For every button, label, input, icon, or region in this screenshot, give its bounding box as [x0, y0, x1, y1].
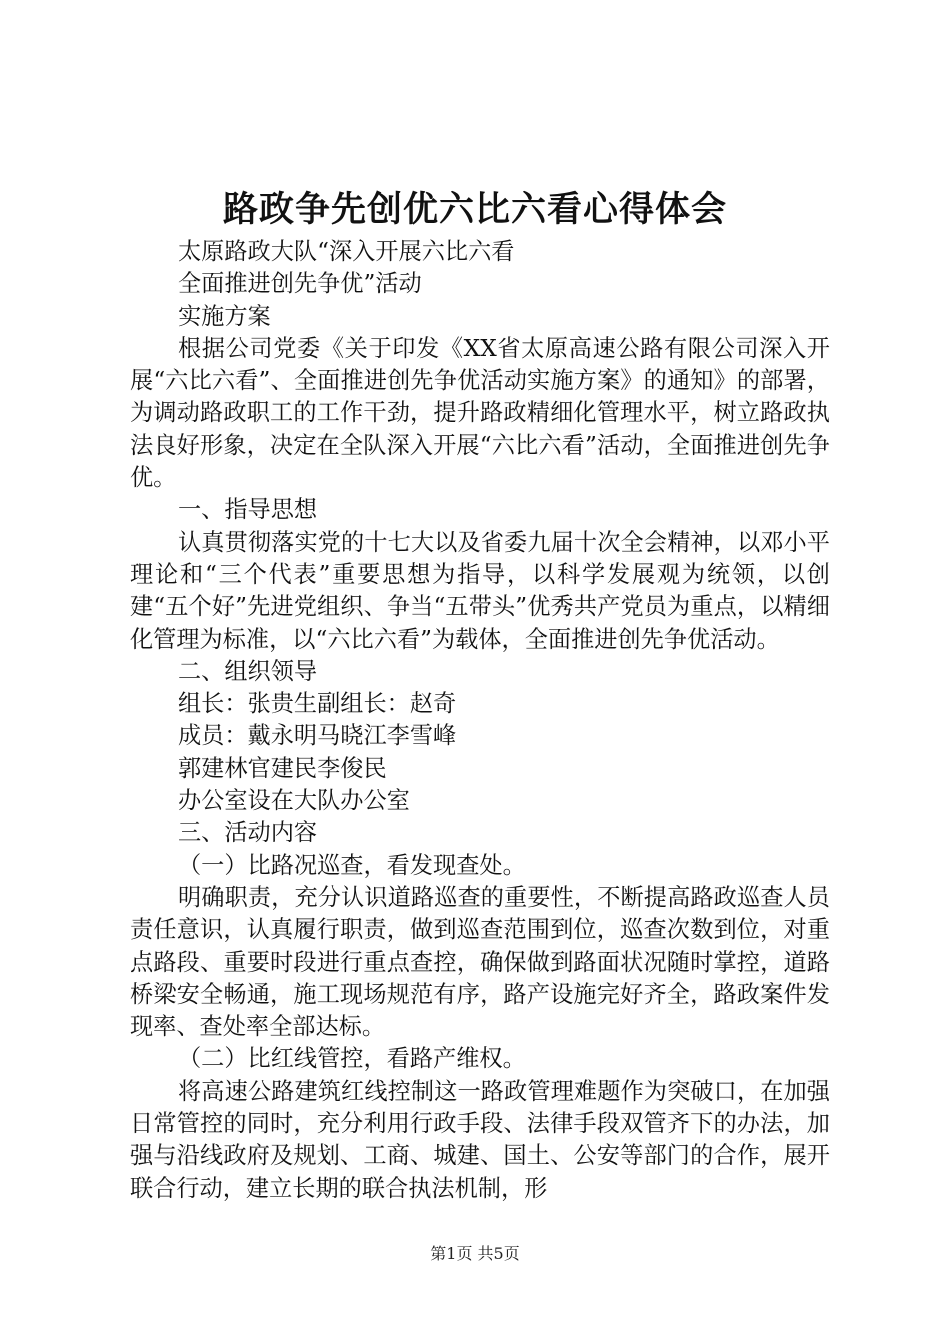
- office-line: 办公室设在大队办公室: [178, 787, 410, 815]
- paragraph-patrol: 明确职责，充分认识道路巡查的重要性，不断提高路政巡查人员责任意识，认真履行职责，做到巡查范围到位，巡查次数到位，对重点路段、重要时段进行重点查控，确保做到路面状况随时掌控，道路桥梁安全畅通，施工现场规范有序，路产设施完好齐全，路政案件发现率、查处率全部达标。: [130, 883, 830, 1041]
- member-line: 郭建林官建民李俊民: [178, 754, 387, 782]
- paragraph-guiding-thought: 认真贯彻落实党的十七大以及省委九届十次全会精神，以邓小平理论和“三个代表”重要思想为指导，以科学发展观为统领，以创建“五个好”先进党组织、争当“五带头”优秀共产党员为重点，以精细化管理为标准，以“六比六看”为载体，全面推进创先争优活动。: [130, 528, 830, 653]
- subsection-heading: （二）比红线管控，看路产维权。: [178, 1045, 526, 1073]
- subtitle-line: 全面推进创先争优”活动: [178, 270, 422, 298]
- leader-line: 组长：张贵生副组长：赵奇: [178, 690, 457, 718]
- section-heading: 一、指导思想: [178, 496, 318, 524]
- section-heading: 三、活动内容: [178, 819, 318, 847]
- subtitle-line: 实施方案: [178, 302, 271, 330]
- member-line: 成员：戴永明马晓江李雪峰: [178, 722, 457, 750]
- page-footer: 第1页 共5页: [430, 1244, 520, 1263]
- document-title: 路政争先创优六比六看心得体会: [222, 189, 727, 230]
- subtitle-line: 太原路政大队“深入开展六比六看: [178, 238, 515, 265]
- document-body: [130, 236, 830, 1205]
- section-heading: 二、组织领导: [178, 657, 318, 685]
- subsection-heading: （一）比路况巡查，看发现查处。: [178, 851, 526, 879]
- paragraph-intro: 根据公司党委《关于印发《XX省太原高速公路有限公司深入开展“六比六看”、全面推进创先争优活动实施方案》的通知》的部署，为调动路政职工的工作干劲，提升路政精细化管理水平，树立路政执法良好形象，决定在全队深入开展“六比六看”活动，全面推进创先争优。: [130, 334, 830, 492]
- paragraph-redline: 将高速公路建筑红线控制这一路政管理难题作为突破口，在加强日常管控的同时，充分利用行政手段、法律手段双管齐下的办法，加强与沿线政府及规划、工商、城建、国土、公安等部门的合作，展开联合行动，建立长期的联合执法机制，形: [130, 1077, 830, 1202]
